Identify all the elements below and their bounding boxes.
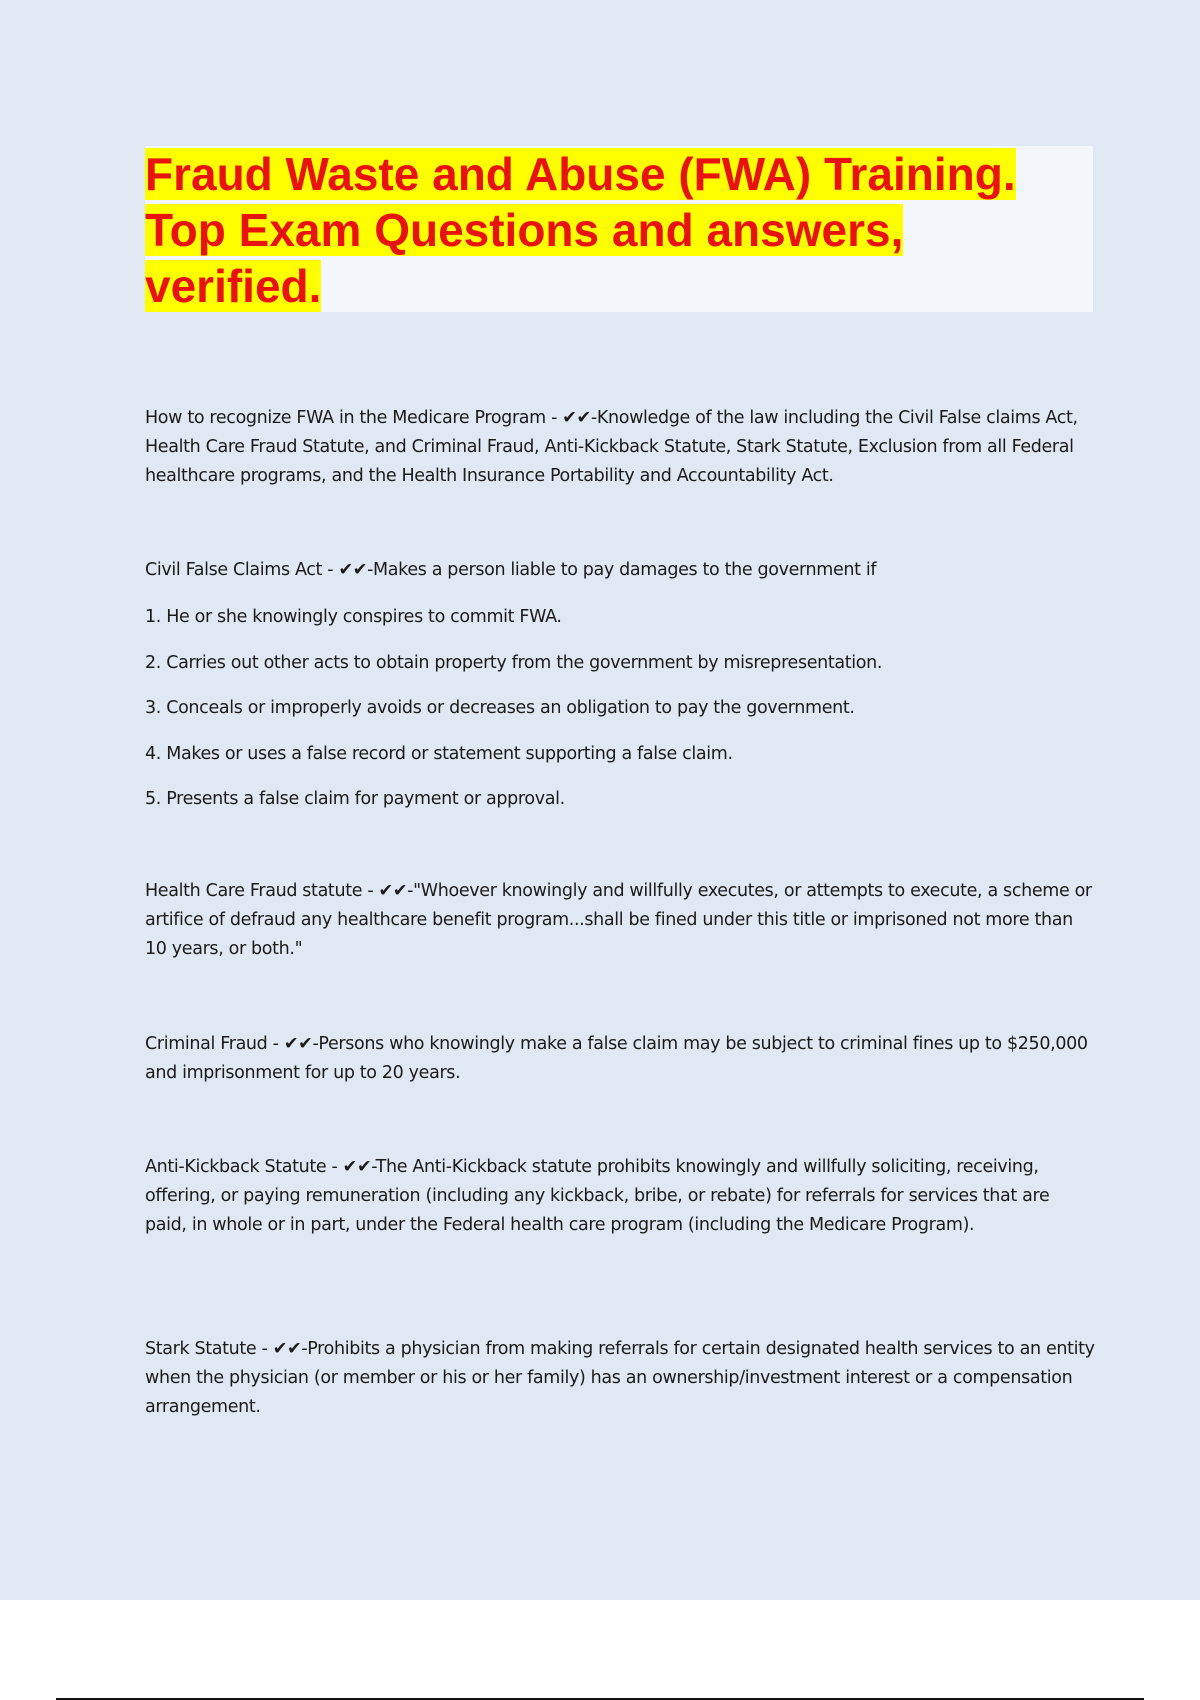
title-line-3: verified. — [145, 260, 322, 312]
civil-list-item-1: 1. He or she knowingly conspires to commit FWA. — [145, 607, 562, 627]
civil-list-item-5: 5. Presents a false claim for payment or approval. — [145, 789, 565, 809]
civil-false-claims-paragraph: Civil False Claims Act - ✔✔-Makes a person liable to pay damages to the government if — [145, 560, 877, 580]
health-care-fraud-paragraph: Health Care Fraud statute - ✔✔-"Whoever knowingly and willfully executes, or attempts to execute, a scheme or artifice of defraud any healthcare benefit program...shall be fined under this title or imprisoned not more than 10 years, or both." — [145, 881, 1092, 959]
anti-kickback-paragraph: Anti-Kickback Statute - ✔✔-The Anti-Kickback statute prohibits knowingly and willfully soliciting, receiving, offering, or paying remuneration (including any kickback, bribe, or rebate) for referrals for services that are paid, in whole or in part, under the Federal health care program (including the Medicare Program). — [145, 1157, 1050, 1235]
civil-list-item-2: 2. Carries out other acts to obtain property from the government by misrepresentation. — [145, 653, 883, 673]
stark-statute-paragraph: Stark Statute - ✔✔-Prohibits a physician from making referrals for certain designated health services to an entity when the physician (or member or his or her family) has an ownership/investment interest or a compensation arrangement. — [145, 1339, 1095, 1417]
criminal-fraud-paragraph: Criminal Fraud - ✔✔-Persons who knowingly make a false claim may be subject to criminal fines up to $250,000 and imprisonment for up to 20 years. — [145, 1034, 1088, 1083]
recognize-fwa-paragraph: How to recognize FWA in the Medicare Program - ✔✔-Knowledge of the law including the Civil False claims Act, Health Care Fraud Statute, and Criminal Fraud, Anti-Kickback Statute, Stark Statute, Exclusion from all Federal healthcare programs, and the Health Insurance Portability and Accountability Act. — [145, 408, 1078, 486]
title-line-2: Top Exam Questions and answers, — [145, 204, 904, 256]
civil-list-item-4: 4. Makes or uses a false record or statement supporting a false claim. — [145, 744, 733, 764]
document-title — [145, 146, 1085, 314]
title-line-1: Fraud Waste and Abuse (FWA) Training. — [145, 148, 1016, 200]
civil-list-item-3: 3. Conceals or improperly avoids or decreases an obligation to pay the government. — [145, 698, 855, 718]
